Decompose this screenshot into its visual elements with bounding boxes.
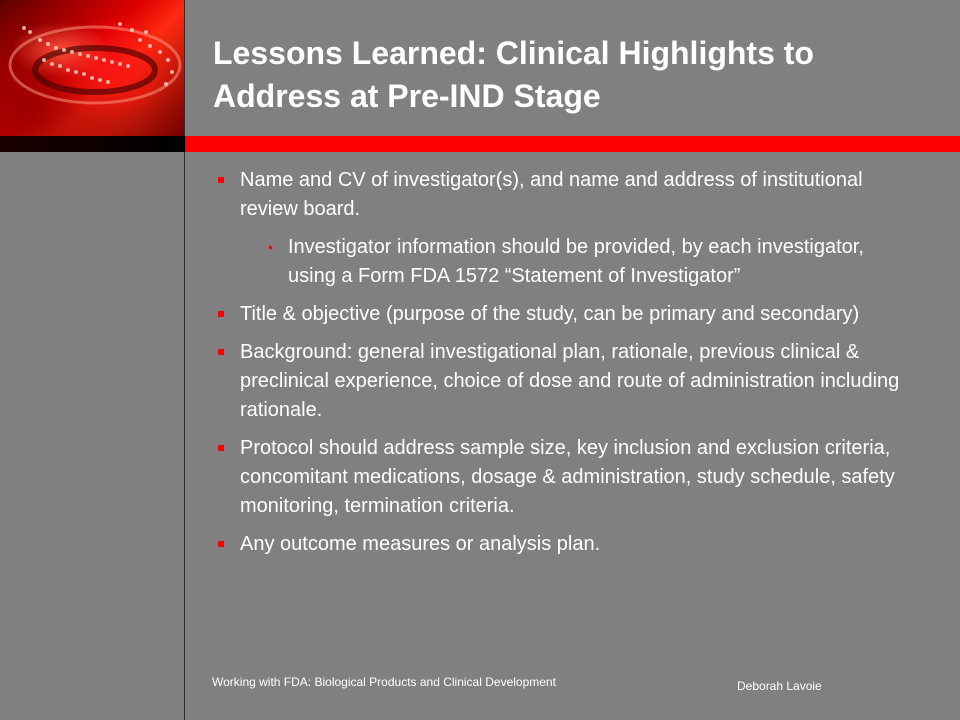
square-bullet-icon: [218, 311, 224, 317]
dot-pattern-graphic: [0, 0, 184, 136]
square-bullet-icon: [218, 541, 224, 547]
list-item: [216, 530, 916, 559]
square-bullet-icon: [218, 177, 224, 183]
footer-presentation-title: Working with FDA: Biological Products and Clinical Development: [212, 675, 556, 689]
list-item-text: Protocol should address sample size, key inclusion and exclusion criteria, concomitant medications, dosage & administration, study schedule, safety monitoring, termination criteria.: [240, 437, 895, 517]
list-item-text: Any outcome measures or analysis plan.: [240, 533, 601, 555]
list-item-text: Title & objective (purpose of the study, can be primary and secondary): [240, 303, 860, 325]
list-item: [216, 300, 916, 329]
list-item: [216, 434, 916, 521]
list-item: [216, 338, 916, 425]
decorative-red-image: [0, 0, 184, 136]
list-item-text: Name and CV of investigator(s), and name and address of institutional review board.: [240, 169, 863, 220]
square-bullet-icon: [218, 445, 224, 451]
sub-list-item: [264, 233, 916, 291]
dot-bullet-icon: •: [268, 239, 273, 255]
slide-title: Lessons Learned: Clinical Highlights to Address at Pre-IND Stage: [213, 35, 814, 114]
title-underline-left-accent: [0, 136, 184, 152]
list-item: [216, 166, 916, 224]
title-underline-red-bar: [185, 136, 960, 152]
sub-list-item-text: Investigator information should be provided, by each investigator, using a Form FDA 1572 “Statement of Investigator”: [288, 236, 864, 287]
list-item-text: Background: general investigational plan, rationale, previous clinical & preclinical experience, choice of dose and route of administration including rationale.: [240, 341, 900, 421]
square-bullet-icon: [218, 349, 224, 355]
bullet-list: [216, 166, 916, 568]
footer-author: Deborah Lavoie: [737, 679, 822, 693]
vertical-divider: [184, 0, 185, 720]
